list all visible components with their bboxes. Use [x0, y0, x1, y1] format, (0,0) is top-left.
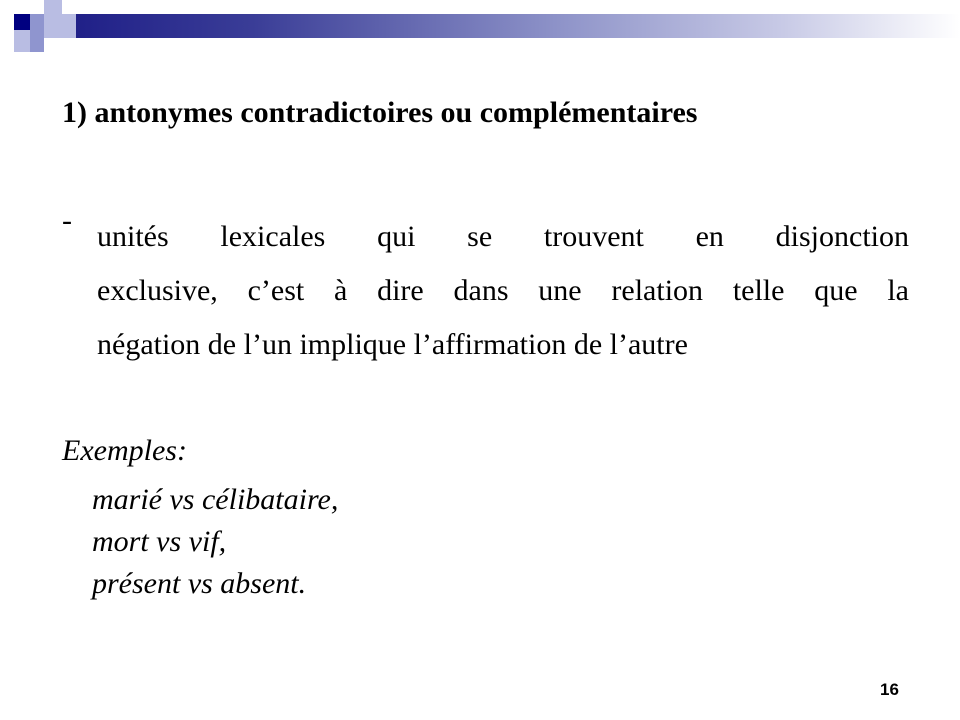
example-item: mort vs vif, [92, 525, 227, 558]
bullet-text [97, 202, 909, 379]
bullet-line: exclusive, c’est à dire dans une relation telle que la [97, 274, 909, 307]
bullet-line: unités lexicales qui se trouvent en disjonction [97, 220, 909, 253]
decorative-square [30, 14, 44, 38]
bullet-line: négation de l’un implique l’affirmation de l’autre [97, 328, 688, 361]
slide-title: 1) antonymes contradictoires ou complémentaires [62, 96, 698, 129]
decorative-square [62, 14, 76, 38]
bullet-marker: - [62, 204, 72, 237]
examples-heading: Exemples: [62, 434, 187, 467]
header-gradient-band [76, 14, 960, 38]
decorative-square [14, 30, 30, 52]
decorative-square [44, 0, 62, 14]
decorative-square [14, 14, 30, 30]
page-number: 16 [880, 680, 899, 699]
examples-list [92, 479, 338, 605]
decorative-square [30, 38, 44, 52]
example-item: marié vs célibataire, [92, 483, 339, 516]
decorative-square [44, 14, 62, 38]
example-item: présent vs absent. [92, 567, 307, 600]
